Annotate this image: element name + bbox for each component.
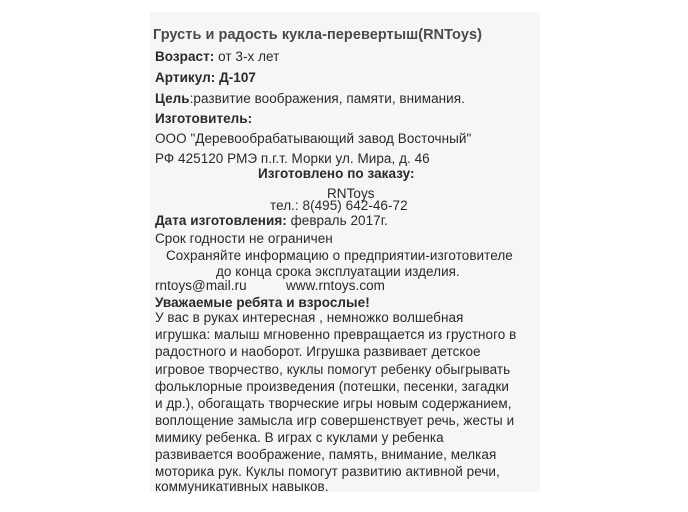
manufacture-date-line <box>155 212 388 230</box>
body-line-7: воплощение замысла игр совершенствует речь, жесты и <box>155 413 515 428</box>
product-label <box>150 12 540 492</box>
manufacture-date-value: февраль 2017г. <box>286 213 388 228</box>
age-line <box>155 48 279 66</box>
manufacturer-name: ООО "Деревообрабатывающий завод Восточный" <box>155 131 472 146</box>
body-line-3: радостного и наоборот. Игрушка развивает детское <box>155 344 481 359</box>
greeting: Уважаемые ребята и взрослые! <box>155 295 370 310</box>
purpose-line <box>155 90 465 108</box>
order-label: Изготовлено по заказу: <box>258 166 415 181</box>
body-line-10: моторика рук. Куклы помогут развитию активной речи, <box>155 464 500 479</box>
body-line-4: игровое творчество, куклы помогут ребенку обыгрывать <box>155 362 511 377</box>
contact-email: rntoys@mail.ru <box>155 278 247 293</box>
shelf-life: Срок годности не ограничен <box>155 231 333 246</box>
body-line-1: У вас в руках интересная , немножко волшебная <box>155 310 464 325</box>
manufacturer-address: РФ 425120 РМЭ п.г.т. Морки ул. Мира, д. 46 <box>155 151 430 166</box>
article-line: Артикул: Д-107 <box>155 70 256 85</box>
purpose-value: :развитие воображения, памяти, внимания. <box>189 91 465 106</box>
order-phone: тел.: 8(495) 642-46-72 <box>270 198 408 213</box>
order-company: RNToys <box>327 186 375 201</box>
manufacturer-label: Изготовитель: <box>155 111 253 126</box>
keep-info-line1: Сохраняйте информацию о предприятии-изготовителе <box>166 248 513 263</box>
age-value: от 3-х лет <box>214 49 280 64</box>
body-line-11: коммуникативных навыков. <box>155 479 329 494</box>
body-line-6: и др.), обогащать творческие игры новым содержанием, <box>155 396 512 411</box>
body-line-2: игрушка: малыш мгновенно превращается из грустного в <box>155 327 517 342</box>
keep-info-line2: до конца срока эксплуатации изделия. <box>216 264 460 279</box>
age-label: Возраст: <box>155 49 215 64</box>
body-line-5: фольклорные произведения (потешки, песенки, загадки <box>155 379 510 394</box>
purpose-label: Цель <box>155 91 190 106</box>
product-title: Грусть и радость кукла-перевертыш(RNToys) <box>153 27 483 43</box>
body-line-9: развивается воображение, память, внимание, мелкая <box>155 447 497 462</box>
manufacture-date-label: Дата изготовления: <box>155 213 287 228</box>
contact-website: www.rntoys.com <box>286 278 385 293</box>
body-line-8: мимику ребенка. В играх с куклами у ребенка <box>155 430 444 445</box>
